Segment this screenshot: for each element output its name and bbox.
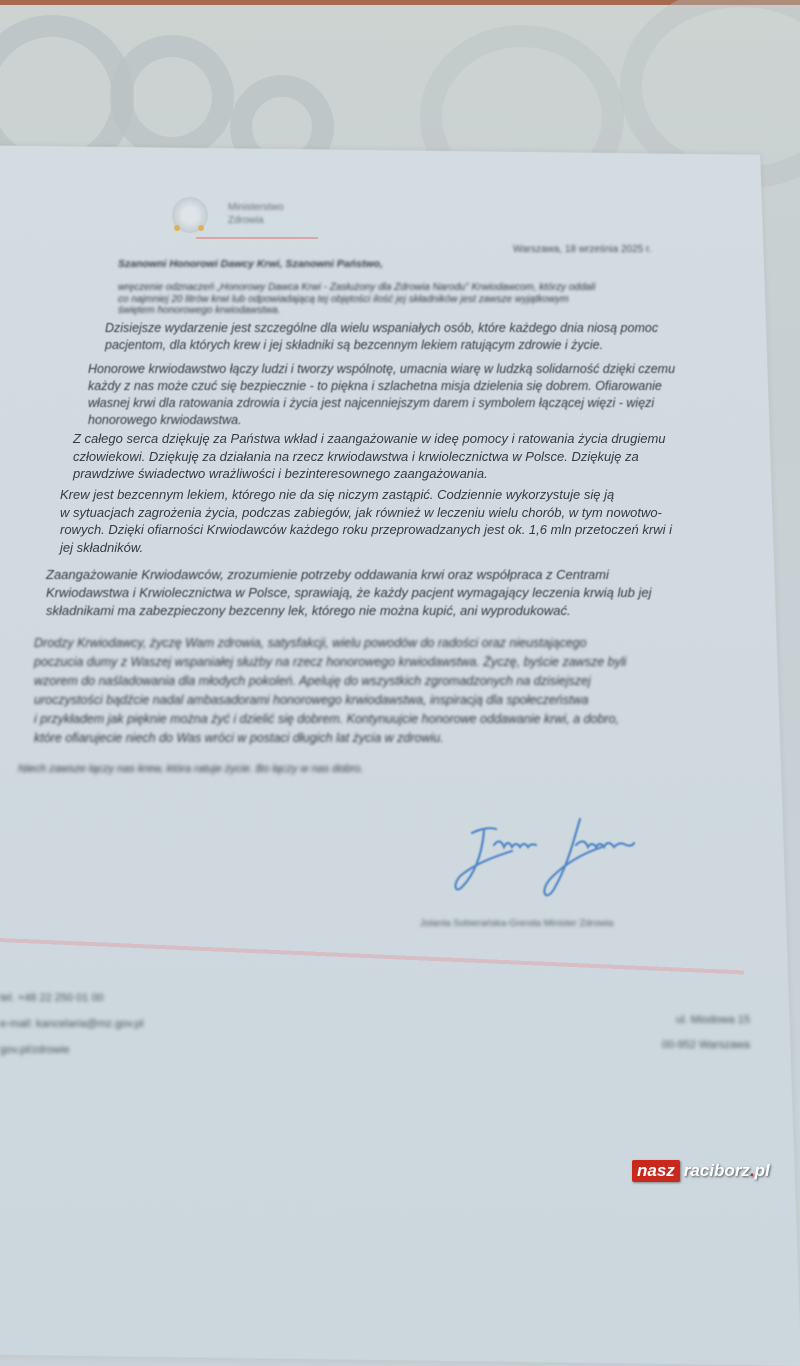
paragraph-3: Honorowe krwiodawstwo łączy ludzi i tworzy wspólnotę, umacnia wiarę w ludzką solidarność dzięki czemu każdy z nas może czuć się bezpiecznie - to piękna i szlachetna misja dzielenia się dobrem. Ofiarowanie własnej krwi dla ratowania zdrowia i życia jest najcenniejszym darem i symbolem łączącej więzi - więzi honorowego krwiodawstwa.	[88, 362, 676, 427]
watermark-nasz: nasz	[632, 1160, 680, 1182]
footer-address: ul. Miodowa 15 00-952 Warszawa	[661, 1014, 750, 1051]
watermark-domain: raciborz.pl	[683, 1161, 770, 1180]
eagle-emblem-icon	[172, 197, 208, 233]
footer-contact: tel. +48 22 250 01 00 e-mail: kancelaria@mz.gov.pl gov.pl/zdrowie	[0, 992, 144, 1056]
paragraph-4: Z całego serca dziękuję za Państwa wkład i zaangażowanie w ideę pomocy i ratowania życia drugiemu człowiekowi. Dziękuję za działania na rzecz krwiodawstwa i krwiolecznictwa w Polsce. Dziękuję za prawdziwe świadectwo wrażliwości i bezinteresownego zaangażowania.	[73, 431, 666, 481]
signature-icon	[450, 815, 690, 905]
paragraph-1: wręczenie odznaczeń „Honorowy Dawca Krwi - Zasłużony dla Zdrowia Narodu” Krwiodawcom, którzy oddali co najmniej 20 litrów krwi lub odpowiadającą tej objętości ilość jej składników jest zawsze wyjątkowym świętem honorowego krwiodawstwa.	[118, 282, 596, 316]
watermark-logo	[632, 1158, 770, 1184]
ministry-logo	[172, 195, 332, 245]
paragraph-2: Dzisiejsze wydarzenie jest szczególne dla wielu wspaniałych osób, które każdego dnia niosą pomoc pacjentom, dla których krew i jej składniki są bezcennym lekiem ratującym zdrowie i życie.	[105, 321, 659, 352]
closing-line: Niech zawsze łączy nas krew, która ratuje życie. Bo łączy w nas dobro.	[18, 763, 364, 775]
signatory-name: Jolanta Sobierańska-Grenda Minister Zdrowia	[420, 918, 614, 929]
logo-underline	[196, 237, 318, 239]
paragraph-6: Zaangażowanie Krwiodawców, zrozumienie potrzeby oddawania krwi oraz współpraca z Centrami Krwiodawstwa i Krwiolecznictwa w Polsce, sprawiają, że każdy pacjent wymagający leczenia krwią lub jej składnikami ma zabezpieczony bezcenny lek, którego nie można kupić, ani wyprodukować.	[46, 567, 652, 618]
ministry-name: Ministerstwo Zdrowia	[228, 202, 284, 226]
decorative-swirl	[110, 35, 234, 159]
letter-date: Warszawa, 18 września 2025 r.	[513, 244, 652, 255]
letter-salutation: Szanowni Honorowi Dawcy Krwi, Szanowni Państwo,	[118, 258, 383, 270]
paragraph-5: Krew jest bezcennym lekiem, którego nie da się niczym zastąpić. Codziennie wykorzystuje się ją w sytuacjach zagrożenia życia, podczas zabiegów, jak również w leczeniu wielu chorób, w tym nowotwo- rowych. Dzięki ofiarności Krwiodawców każdego roku przeprowadzanych jest ok. 1,6 mln przetoczeń krwi i jej składników.	[60, 487, 672, 555]
paragraph-7: Drodzy Krwiodawcy, życzę Wam zdrowia, satysfakcji, wielu powodów do radości oraz nieustającego poczucia dumy z Waszej wspaniałej służby na rzecz honorowego krwiodawstwa. Życzę, byście zawsze byli wzorem do naśladowania dla młodych pokoleń. Apeluję do wszystkich zgromadzonych na dzisiejszej uroczystości bądźcie nadal ambasadorami honorowego krwiodawstwa, inspiracją dla społeczeństwa i przykładem jak pięknie można żyć i dzielić się dobrem. Kontynuujcie honorowe oddawanie krwi, a dobro, które ofiarujecie niech do Was wróci w postaci długich lat życia w zdrowiu.	[34, 636, 627, 745]
